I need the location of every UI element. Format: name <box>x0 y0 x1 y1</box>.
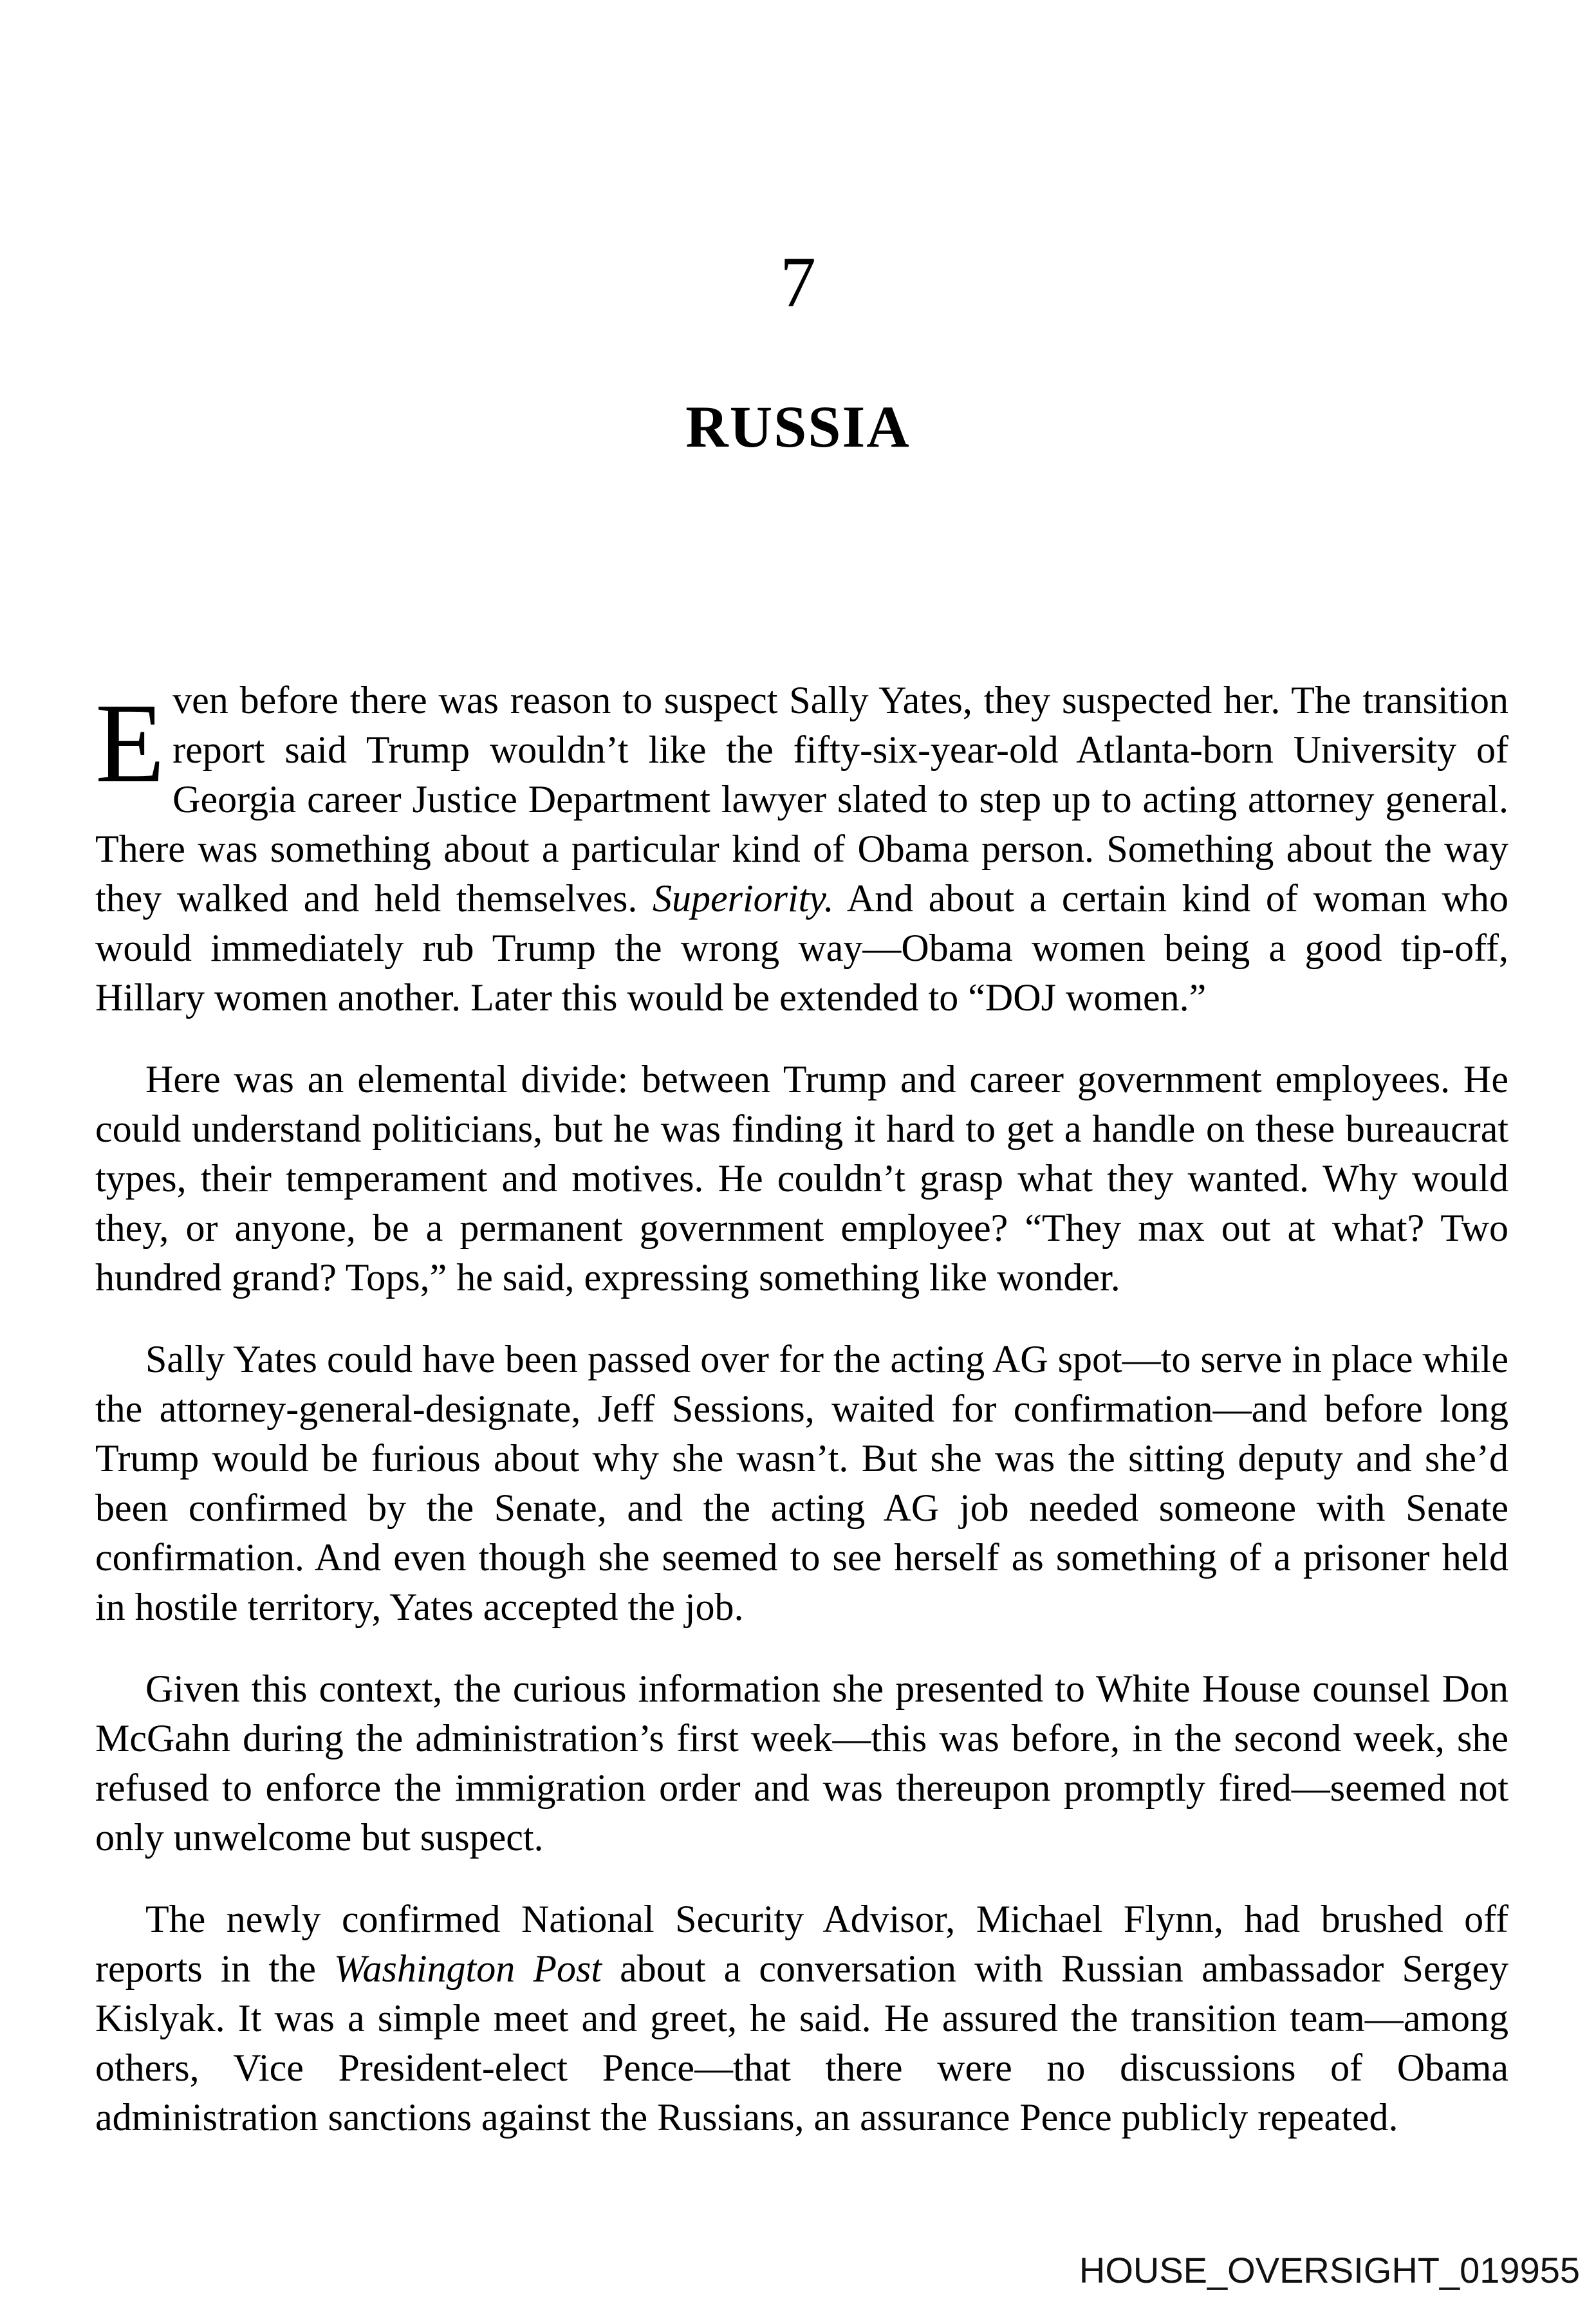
paragraph-4 <box>95 1664 1508 1862</box>
chapter-number: 7 <box>780 243 816 322</box>
text-segment: And about a certain kind of woman who would immediately rub Trump the wrong way—Obama women being a good tip-off, Hillary women another. Later this would be extended to “DOJ women.” <box>95 877 1508 1019</box>
chapter-title: RUSSIA <box>685 394 911 459</box>
drop-cap: E <box>95 680 165 806</box>
text-segment: about a conversation with Russian ambassador Sergey Kislyak. It was a simple meet and greet, he said. He assured the transition team—among others, Vice President-elect Pence—that there were no discussions of Obama administration sanctions against the Russians, an assurance Pence publicly repeated. <box>95 1947 1508 2139</box>
paragraph-3 <box>95 1335 1508 1632</box>
body-text <box>95 676 1508 2175</box>
paragraph-1 <box>95 676 1508 1023</box>
text-segment: Here was an elemental divide: between Trump and career government employees. He could understand politicians, but he was finding it hard to get a handle on these bureaucrat types, their temperament and motives. He couldn’t grasp what they wanted. Why would they, or anyone, be a permanent government employee? “They max out at what? Two hundred grand? Tops,” he said, expressing something like wonder. <box>95 1058 1508 1299</box>
paragraph-5 <box>95 1895 1508 2142</box>
text-segment: Given this context, the curious information she presented to White House counsel Don McGahn during the administration’s first week—this was before, in the second week, she refused to enforce the immigration order and was thereupon promptly fired—seemed not only unwelcome but suspect. <box>95 1667 1508 1859</box>
text-segment: Sally Yates could have been passed over for the acting AG spot—to serve in place while the attorney-general-designate, Jeff Sessions, waited for confirmation—and before long Trump would be furious about why she wasn’t. But she was the sitting deputy and she’d been confirmed by the Senate, and the acting AG job needed someone with Senate confirmation. And even though she seemed to see herself as something of a prisoner held in hostile territory, Yates accepted the job. <box>95 1338 1508 1628</box>
bates-stamp: HOUSE_OVERSIGHT_019955 <box>1079 2250 1580 2290</box>
text-segment: ven before there was reason to suspect Sally Yates, they suspected her. The transition report said Trump wouldn’t like the fifty-six-year-old Atlanta-born University of Georgia career Justice Department lawyer slated to step up to acting attorney general. There was something about a particular kind of Obama person. Something about the way they walked and held themselves. <box>95 679 1508 920</box>
paragraph-2 <box>95 1055 1508 1303</box>
italic-segment: Washington Post <box>334 1947 602 1990</box>
text-segment: The newly confirmed National Security Advisor, Michael Flynn, had brushed off reports in the <box>95 1898 1508 1990</box>
italic-segment: Superiority. <box>652 877 834 920</box>
